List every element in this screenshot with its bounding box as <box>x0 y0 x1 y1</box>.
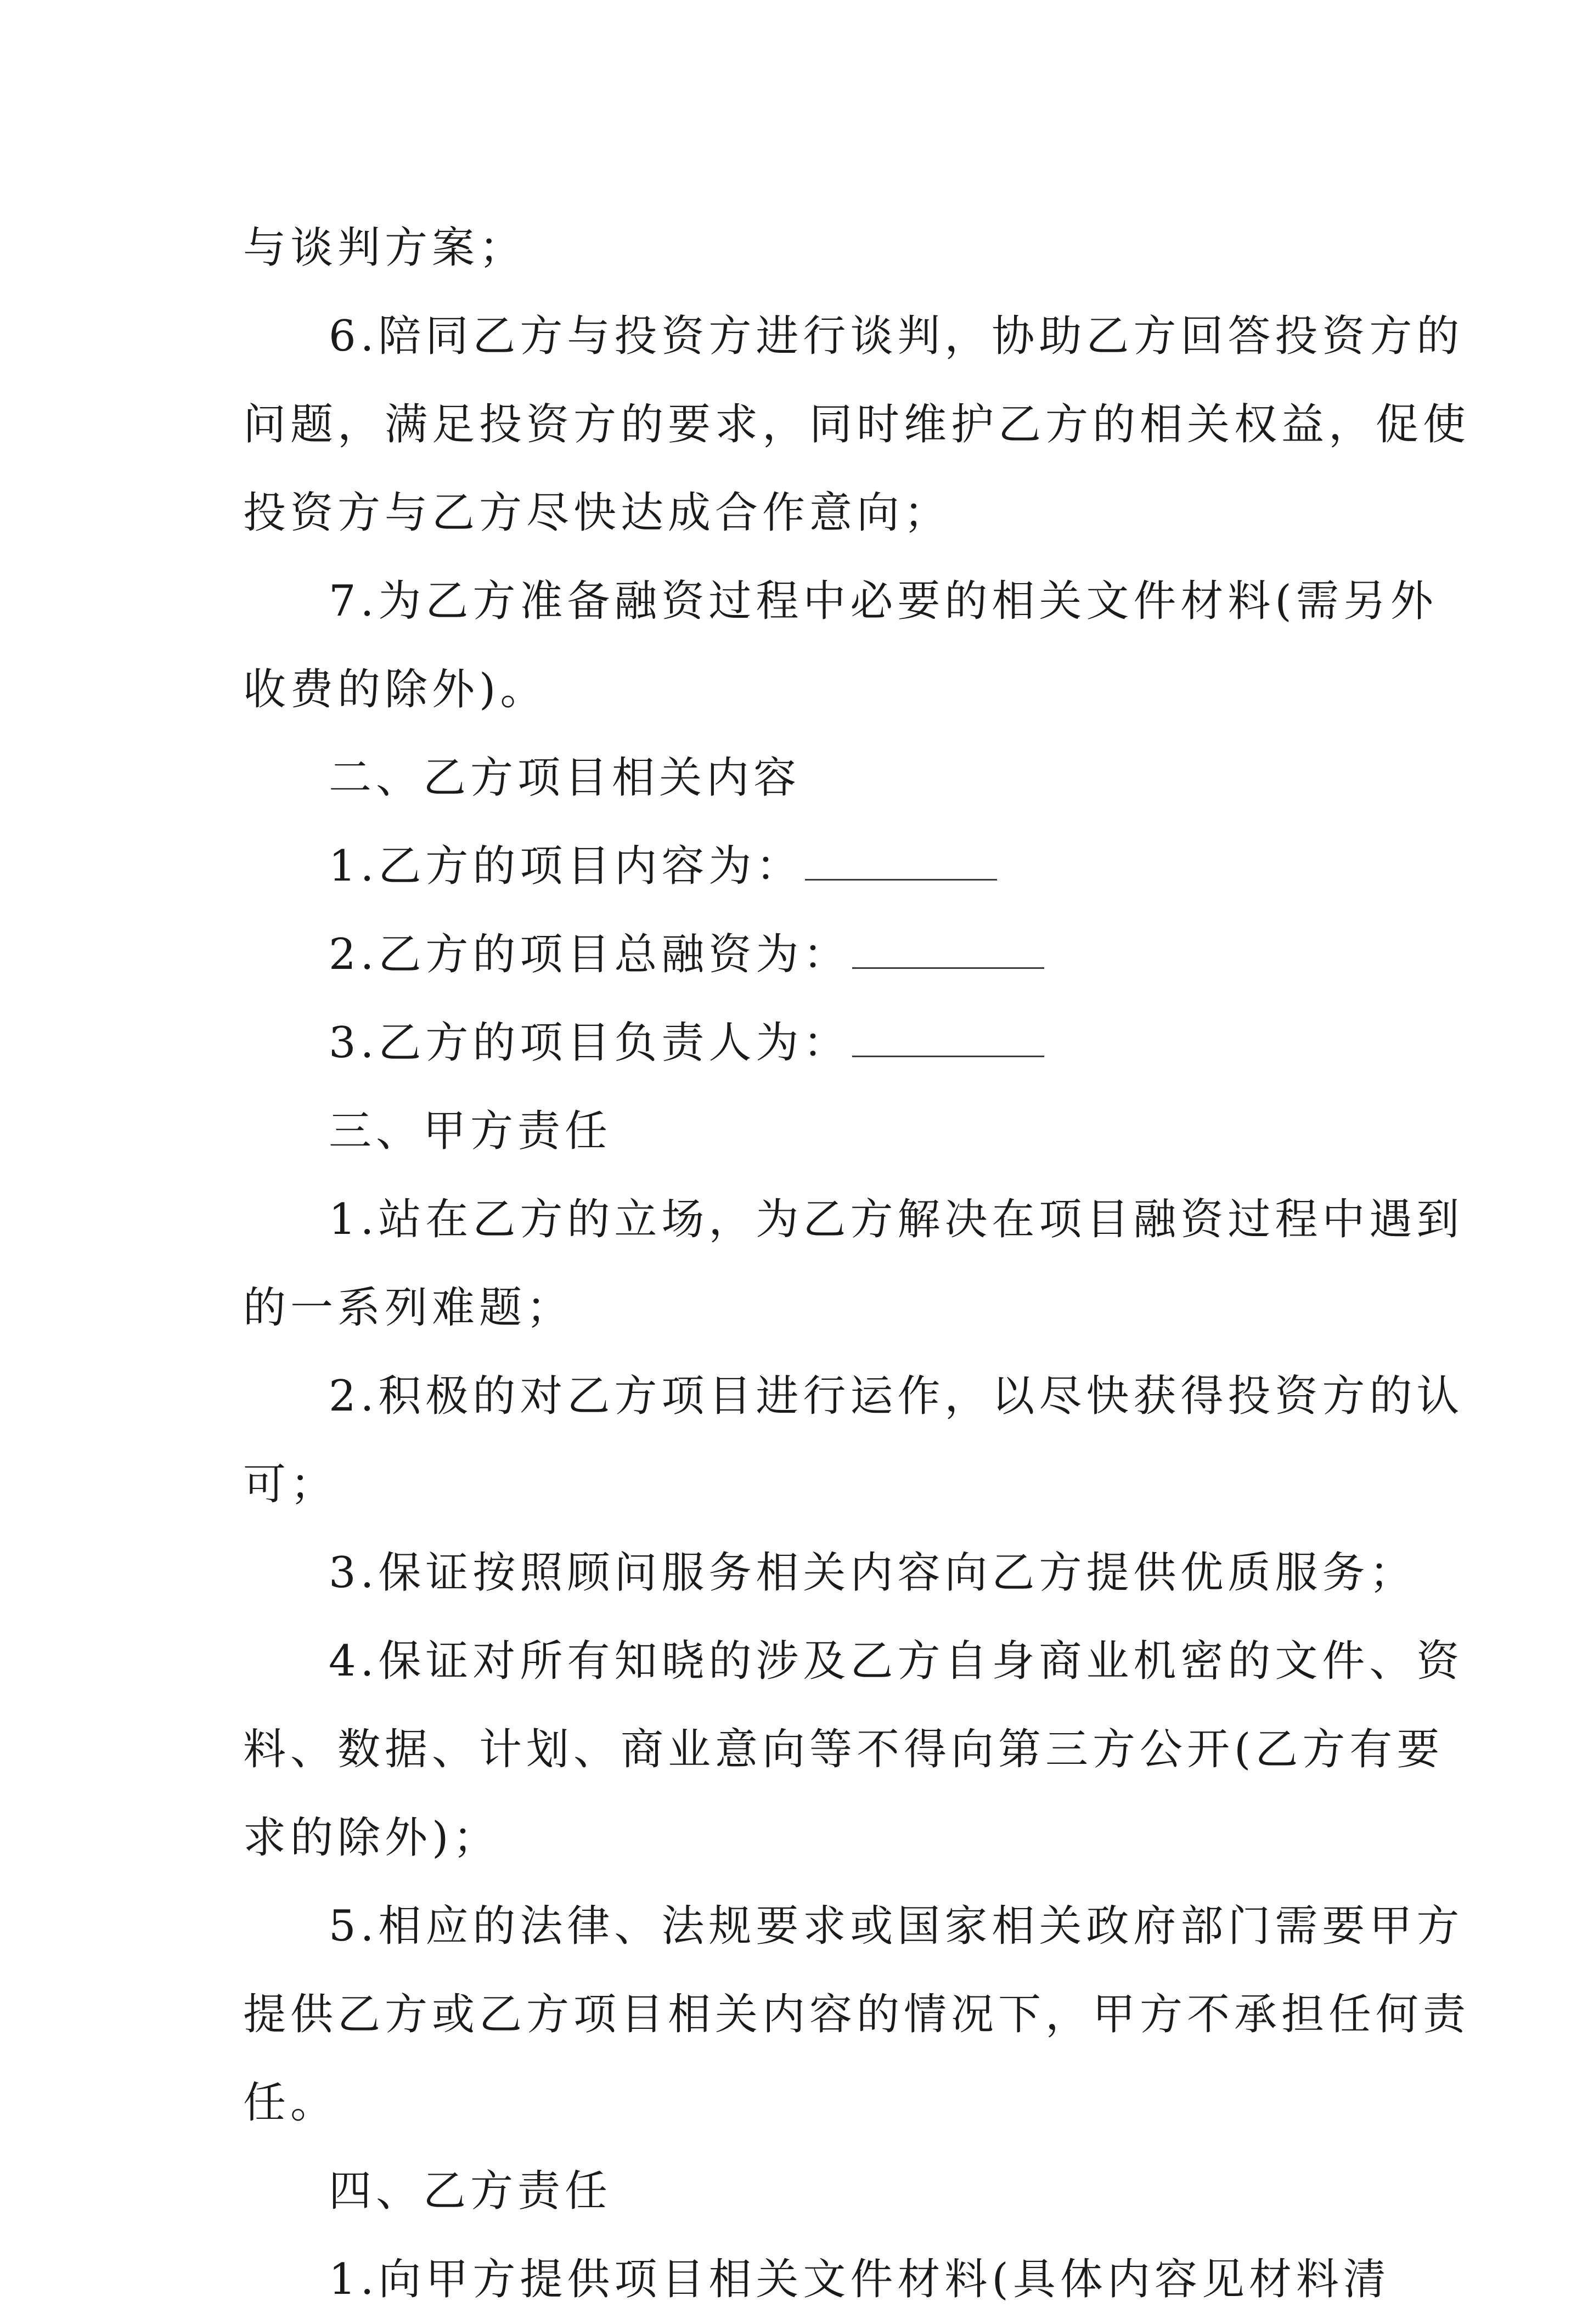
text-line: 3.保证按照顾问服务相关内容向乙方提供优质服务； <box>329 1548 1417 1598</box>
section-heading: 二、乙方项目相关内容 <box>329 753 801 803</box>
text-line: 与谈判方案； <box>243 223 527 273</box>
section-heading: 三、甲方责任 <box>329 1107 612 1156</box>
field-label: 1.乙方的项目内容为： <box>329 842 803 891</box>
text-line: 求的除外)； <box>243 1813 500 1863</box>
text-line: 6.陪同乙方与投资方进行谈判，协助乙方回答投资方的 <box>329 312 1464 361</box>
field-label: 3.乙方的项目负责人为： <box>329 1018 851 1068</box>
fill-in-blank[interactable] <box>852 934 1044 969</box>
text-line: 收费的除外)。 <box>243 665 548 714</box>
text-line: 4.保证对所有知晓的涉及乙方自身商业机密的文件、资 <box>329 1637 1464 1686</box>
text-line: 1.站在乙方的立场，为乙方解决在项目融资过程中遇到 <box>329 1195 1464 1244</box>
text-line: 1.向甲方提供项目相关文件材料(具体内容见材料清 <box>329 2255 1390 2304</box>
text-line: 任。 <box>243 2078 338 2128</box>
text-line: 投资方与乙方尽快达成合作意向； <box>243 488 951 538</box>
text-line: 2.积极的对乙方项目进行运作，以尽快获得投资方的认 <box>329 1372 1464 1421</box>
form-field-row <box>243 822 1352 911</box>
text-line: 的一系列难题； <box>243 1283 574 1333</box>
text-line: 可； <box>243 1460 338 1509</box>
field-label: 2.乙方的项目总融资为： <box>329 930 851 979</box>
text-line: 料、数据、计划、商业意向等不得向第三方公开(乙方有要 <box>243 1725 1444 1774</box>
text-line: 5.相应的法律、法规要求或国家相关政府部门需要甲方 <box>329 1902 1464 1951</box>
text-line: 7.为乙方准备融资过程中必要的相关文件材料(需另外 <box>329 577 1438 626</box>
section-heading: 四、乙方责任 <box>329 2167 612 2216</box>
document-body <box>243 204 1471 2324</box>
form-field-row <box>243 911 1352 999</box>
fill-in-blank[interactable] <box>805 846 997 881</box>
form-field-row <box>243 999 1352 1087</box>
text-line: 提供乙方或乙方项目相关内容的情况下，甲方不承担任何责 <box>243 1990 1471 2039</box>
fill-in-blank[interactable] <box>852 1023 1044 1057</box>
text-line: 问题，满足投资方的要求，同时维护乙方的相关权益，促使 <box>243 400 1471 449</box>
